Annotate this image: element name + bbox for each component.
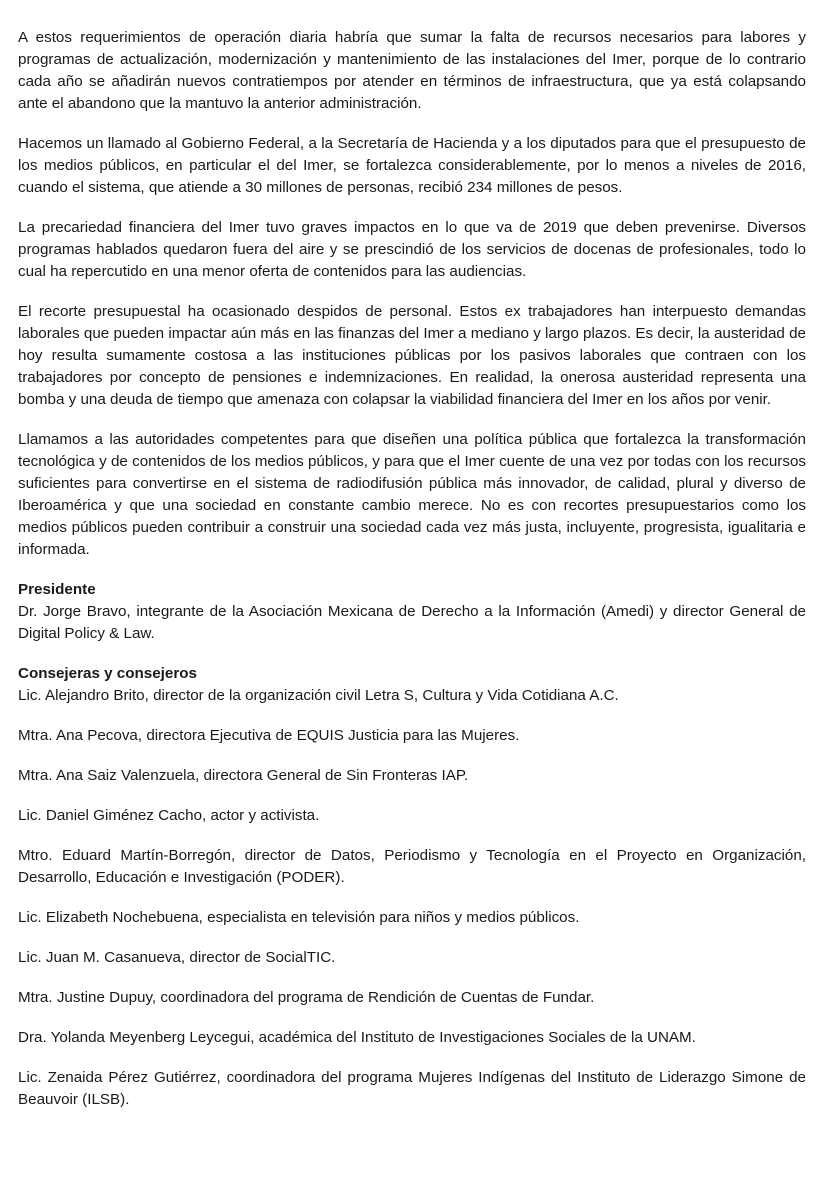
- council-member: Lic. Juan M. Casanueva, director de SocialTIC.: [18, 949, 336, 966]
- council-member: Dra. Yolanda Meyenberg Leycegui, académica del Instituto de Investigaciones Sociales de la UNAM.: [18, 1029, 696, 1046]
- council-member: Lic. Daniel Giménez Cacho, actor y activista.: [18, 807, 320, 824]
- council-member: Mtra. Ana Pecova, directora Ejecutiva de EQUIS Justicia para las Mujeres.: [18, 727, 520, 744]
- paragraph-politica-publica: Llamamos a las autoridades competentes para que diseñen una política pública que fortalezca la transformación tecnológica y de contenidos de los medios públicos, y para que el Imer cuente de una vez por todas con los recursos suficientes para convertirse en el sistema de radiodifusión pública más innovador, de calidad, plural y diverso de Iberoamérica y que una sociedad en constante cambio merece. No es con recortes presupuestarios como los medios públicos pueden contribuir a construir una sociedad cada vez más justa, incluyente, progresista, igualitaria e informada.: [18, 431, 806, 558]
- paragraph-precariedad: La precariedad financiera del Imer tuvo graves impactos en lo que va de 2019 que deben prevenirse. Diversos programas hablados quedaron fuera del aire y se prescindió de los servicios de docenas de profesionales, todo lo cual ha repercutido en una menor oferta de contenidos para las audiencias.: [18, 219, 806, 280]
- paragraph-infraestructura: A estos requerimientos de operación diaria habría que sumar la falta de recursos necesarios para labores y programas de actualización, modernización y mantenimiento de las instalaciones del Imer, porque de lo contrario cada año se añadirán nuevos contratiempos por atender en términos de infraestructura, que ya está colapsando ante el abandono que la mantuvo la anterior administración.: [18, 29, 806, 112]
- council-member: Lic. Elizabeth Nochebuena, especialista en televisión para niños y medios públicos.: [18, 909, 580, 926]
- paragraph-recorte: El recorte presupuestal ha ocasionado despidos de personal. Estos ex trabajadores han interpuesto demandas laborales que pueden impactar aún más en las finanzas del Imer a mediano y largo plazos. Es decir, la austeridad de hoy resulta sumamente costosa a las instituciones públicas por los pasivos laborales que contraen con los trabajadores por concepto de pensiones e indemnizaciones. En realidad, la onerosa austeridad representa una bomba y una deuda de tiempo que amenaza con colapsar la viabilidad financiera del Imer en los años por venir.: [18, 303, 806, 408]
- paragraph-llamado-presupuesto: Hacemos un llamado al Gobierno Federal, a la Secretaría de Hacienda y a los diputados para que el presupuesto de los medios públicos, en particular el del Imer, se fortalezca considerablemente, por lo menos a niveles de 2016, cuando el sistema, que atiende a 30 millones de personas, recibió 234 millones de pesos.: [18, 135, 806, 196]
- council-section: [18, 663, 806, 1111]
- president-heading: Presidente: [18, 581, 96, 598]
- president-text: Dr. Jorge Bravo, integrante de la Asociación Mexicana de Derecho a la Información (Amedi) y director General de Digital Policy & Law.: [18, 603, 806, 642]
- council-member: Mtra. Ana Saiz Valenzuela, directora General de Sin Fronteras IAP.: [18, 767, 469, 784]
- council-member: Lic. Zenaida Pérez Gutiérrez, coordinadora del programa Mujeres Indígenas del Instituto de Liderazgo Simone de Beauvoir (ILSB).: [18, 1069, 806, 1108]
- president-section: [18, 579, 806, 645]
- council-member: Mtro. Eduard Martín-Borregón, director de Datos, Periodismo y Tecnología en el Proyecto en Organización, Desarrollo, Educación e Investigación (PODER).: [18, 847, 806, 886]
- council-member: Mtra. Justine Dupuy, coordinadora del programa de Rendición de Cuentas de Fundar.: [18, 989, 595, 1006]
- council-member: Lic. Alejandro Brito, director de la organización civil Letra S, Cultura y Vida Cotidiana A.C.: [18, 687, 619, 704]
- document-page: [18, 27, 806, 1129]
- council-heading: Consejeras y consejeros: [18, 665, 197, 682]
